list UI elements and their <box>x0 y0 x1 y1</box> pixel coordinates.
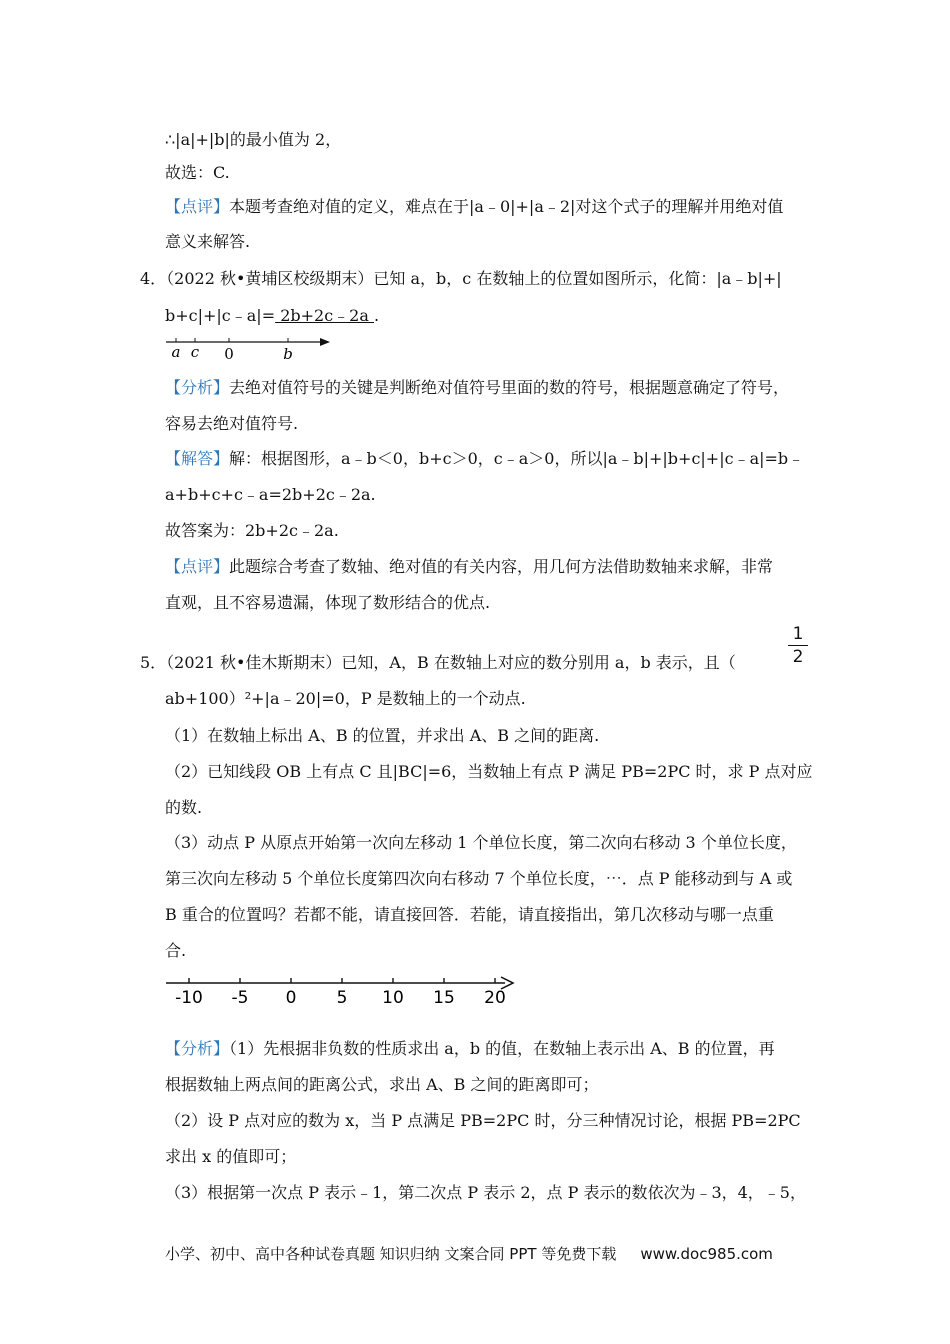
question-5-part3-cont1: 第三次向左移动 5 个单位长度第四次向右移动 7 个单位长度，⋯．点 P 能移动到与 A 或 <box>165 869 793 888</box>
analysis-paragraph <box>165 377 789 399</box>
question-5-part2-cont: 的数. <box>165 798 203 817</box>
question-5-line2: ab+100）²+|a﹣20|=0，P 是数轴上的一个动点. <box>165 689 526 708</box>
label-b: b <box>283 345 293 363</box>
question-5-part3-cont3: 合. <box>165 941 187 960</box>
tick-label: -5 <box>231 988 249 1006</box>
fraction-denominator: 2 <box>792 647 804 667</box>
analysis-5-text-cont3: 求出 x 的值即可； <box>165 1147 297 1166</box>
comment-tag-2: 【点评】 <box>165 557 230 576</box>
solution-paragraph <box>165 448 804 470</box>
solution-text-cont: a+b+c+c﹣a=2b+2c﹣2a. <box>165 485 376 504</box>
label-c: c <box>190 343 200 361</box>
number-line-abc <box>160 333 335 363</box>
analysis-tag: 【分析】 <box>165 378 230 397</box>
fraction-half <box>786 624 810 667</box>
tick-label: 10 <box>382 988 404 1006</box>
question-5-line1: 5．（2021 秋•佳木斯期末）已知，A，B 在数轴上对应的数分别用 a，b 表示，且（ <box>140 653 736 672</box>
fraction-bar <box>788 645 808 646</box>
tick-label: 0 <box>285 988 297 1006</box>
line-conclusion: ∴|a|+|b|的最小值为 2， <box>165 130 342 149</box>
analysis-5-text-cont1: 根据数轴上两点间的距离公式，求出 A、B 之间的距离即可； <box>165 1075 599 1094</box>
question-4-expr: b+c|+|c﹣a|= <box>165 306 276 325</box>
comment-tag: 【点评】 <box>165 197 230 216</box>
question-4-answer: 2b+2c﹣2a <box>275 306 374 325</box>
footer-text: 小学、初中、高中各种试卷真题 知识归纳 文案合同 PPT 等免费下载 <box>165 1245 617 1263</box>
comment-text-2: 此题综合考查了数轴、绝对值的有关内容，用几何方法借助数轴来求解，非常 <box>229 557 774 576</box>
analysis-5-paragraph <box>165 1038 775 1060</box>
comment-paragraph-2 <box>165 556 773 578</box>
comment-text: 本题考查绝对值的定义，难点在于|a﹣0|+|a﹣2|对这个式子的理解并用绝对值 <box>229 197 784 216</box>
label-0: 0 <box>224 345 234 363</box>
solution-text: 解：根据图形，a﹣b＜0，b+c＞0，c﹣a＞0，所以|a﹣b|+|b+c|+|c﹣a|=b﹣ <box>229 449 805 468</box>
question-4-line1: 4．（2022 秋•黄埔区校级期末）已知 a，b，c 在数轴上的位置如图所示，化简：|a﹣b|+| <box>140 269 782 288</box>
tick-label: 5 <box>336 988 348 1006</box>
analysis-5-tag: 【分析】 <box>165 1039 230 1058</box>
number-line-scale <box>163 972 523 1006</box>
footer-site-link[interactable]: www.doc985.com <box>640 1245 773 1263</box>
question-5-part3-cont2: B 重合的位置吗？若都不能，请直接回答．若能，请直接指出，第几次移动与哪一点重 <box>165 905 774 924</box>
comment-text-2-cont: 直观，且不容易遗漏，体现了数形结合的优点. <box>165 593 491 612</box>
label-a: a <box>171 343 181 361</box>
comment-text-cont: 意义来解答. <box>165 232 251 251</box>
question-5-part1: （1）在数轴上标出 A、B 的位置，并求出 A、B 之间的距离. <box>165 726 600 745</box>
question-5-part3: （3）动点 P 从原点开始第一次向左移动 1 个单位长度，第二次向右移动 3 个单位长度， <box>165 833 797 852</box>
analysis-text-cont: 容易去绝对值符号. <box>165 414 299 433</box>
question-4-line2 <box>165 305 379 327</box>
tick-label: 15 <box>433 988 455 1006</box>
analysis-text: 去绝对值符号的关键是判断绝对值符号里面的数的符号，根据题意确定了符号， <box>229 378 790 397</box>
solution-answer: 故答案为：2b+2c﹣2a. <box>165 521 339 540</box>
line-choice: 故选：C. <box>165 163 230 182</box>
analysis-5-text: （1）先根据非负数的性质求出 a，b 的值，在数轴上表示出 A、B 的位置，再 <box>229 1039 775 1058</box>
tick-label: 20 <box>484 988 506 1006</box>
page-footer <box>165 1243 773 1265</box>
analysis-5-text-cont4: （3）根据第一次点 P 表示﹣1，第二次点 P 表示 2，点 P 表示的数依次为﹣3，4，﹣5， <box>165 1183 806 1202</box>
solution-tag: 【解答】 <box>165 449 230 468</box>
tick-label: -10 <box>175 988 203 1006</box>
analysis-5-text-cont2: （2）设 P 点对应的数为 x，当 P 点满足 PB=2PC 时，分三种情况讨论，根据 PB=2PC <box>165 1111 801 1130</box>
fraction-numerator: 1 <box>792 624 804 644</box>
comment-paragraph <box>165 196 783 218</box>
question-4-end: . <box>373 306 380 325</box>
question-5-part2: （2）已知线段 OB 上有点 C 且|BC|=6，当数轴上有点 P 满足 PB=2PC 时，求 P 点对应 <box>165 762 813 781</box>
